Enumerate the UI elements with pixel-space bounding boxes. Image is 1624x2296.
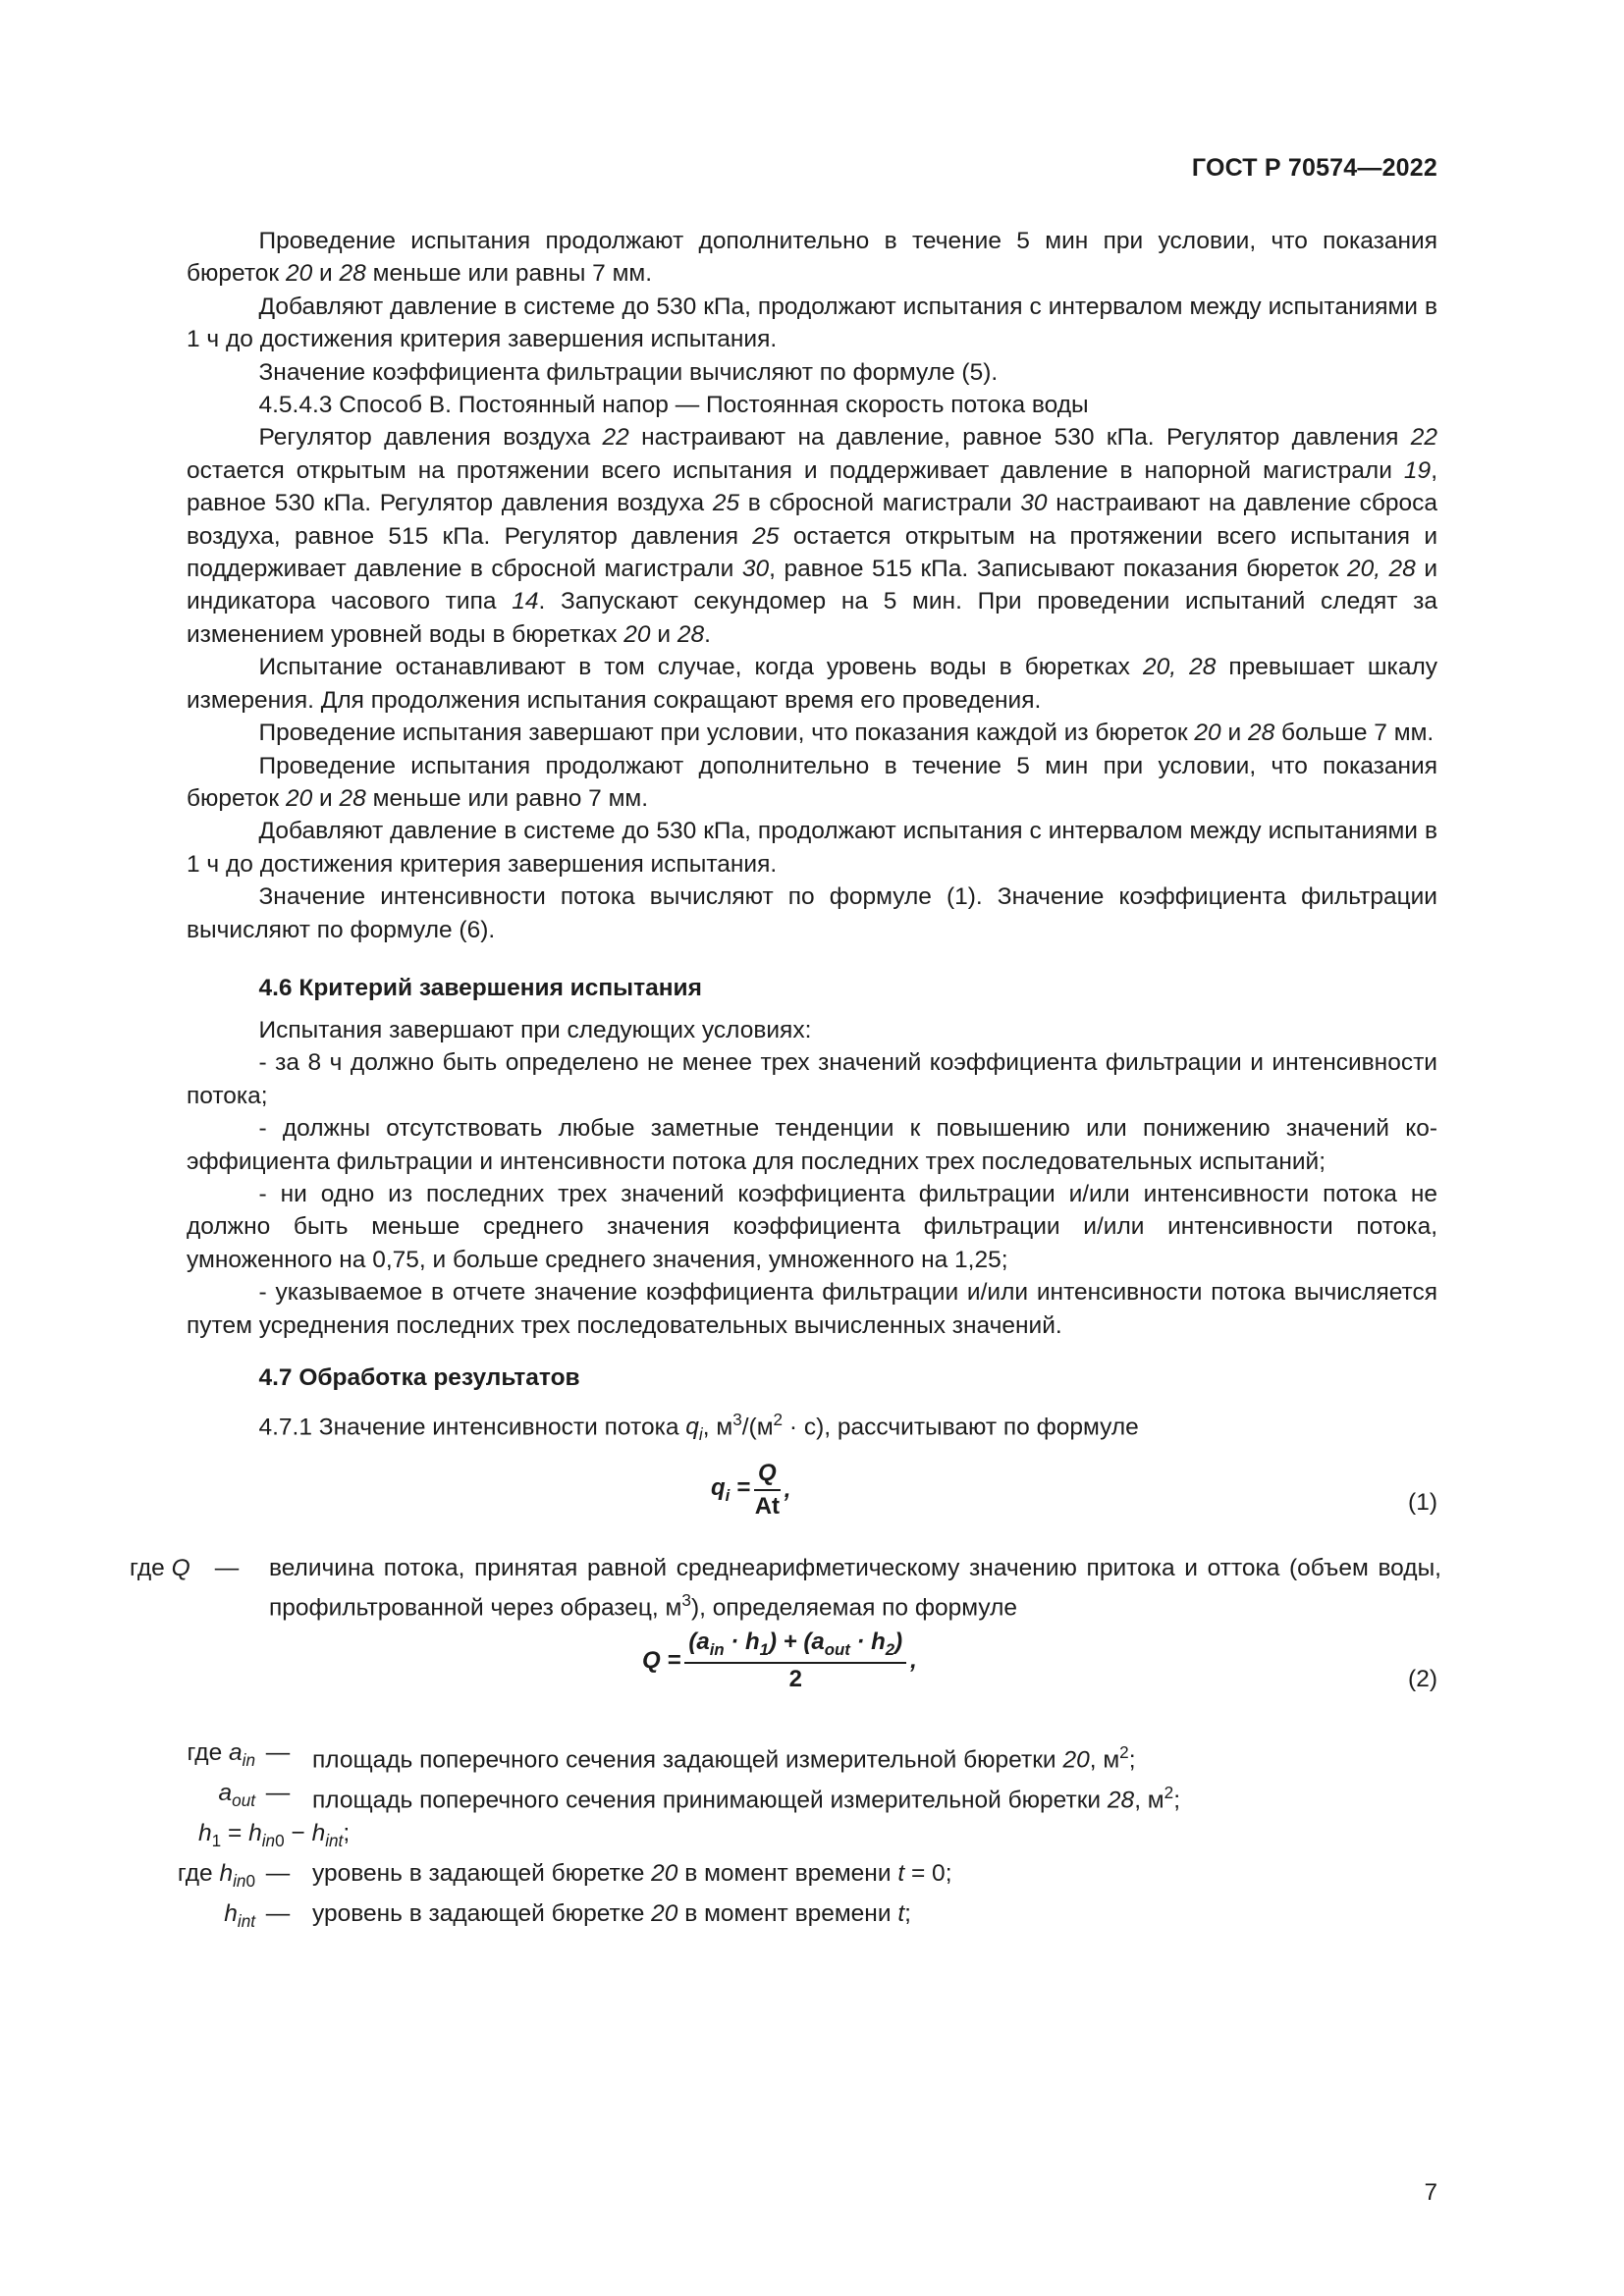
formula-1-denominator: At bbox=[754, 1492, 781, 1520]
section-4-6-paragraph-2: - за 8 ч должно быть определено не менее трех значений коэффициента фильтрации и интенсивности потока; bbox=[187, 1049, 1437, 1109]
formula-2-tail: , bbox=[910, 1646, 917, 1674]
where-row-text: площадь поперечного сечения принимающей измерительной бюретки 28, $м^2$; bbox=[312, 1782, 1181, 1814]
where-row-key: где $a_{in}$ bbox=[187, 1738, 255, 1770]
paragraph-7: Проведение испытания завершают при условии, что показания каждой из бюреток 20 и 28 больше 7 мм. bbox=[258, 720, 1435, 747]
formula-2-fraction bbox=[684, 1629, 906, 1693]
where-row-dash: — bbox=[265, 1738, 291, 1766]
paragraph-4: 4.5.4.3 Способ В. Постоянный напор — Постоянная скорость потока воды bbox=[258, 392, 1089, 419]
paragraph-9: Добавляют давление в системе до 530 кПа, продолжают испытания с интервалом между испытаниями в 1 ч до достижения критерия завершения испытания. bbox=[187, 818, 1437, 878]
paragraph-5: Регулятор давления воздуха 22 настраивают на давление, равное 530 кПа. Регулятор давления 22 остается открытым на протяжении всего испытания и поддерживает давление в напорной магистрали 19, равное 530 кПа. Регулятор давления воздуха 25 в сбросной магистрали 30 настраивают на давление сброса воздуха, равное 515 кПа. Регулятор давления 25 остается открытым на протяжении всего испытания и поддерживает давление в сбросной магистрали 30, равное 515 кПа. Записывают показания бюреток 20, 28 и индикатора часового типа 14. Запускают секундомер на 5 мин. При проведении испытаний следят за изменением уровней воды в бюретках 20 и 28. bbox=[187, 424, 1438, 648]
paragraph-8: Проведение испытания продолжают дополнительно в течение 5 мин при условии, что показания бюреток 20 и 28 меньше или равно 7 мм. bbox=[187, 752, 1437, 812]
where-row bbox=[177, 1857, 1437, 1892]
paragraph-1: Проведение испытания продолжают дополнительно в течение 5 мин при условии, что показания бюреток 20 и 28 меньше или равны 7 мм. bbox=[187, 228, 1437, 288]
where-row bbox=[187, 1897, 1437, 1932]
section-heading-4-7: 4.7 Обработка результатов bbox=[258, 1364, 580, 1391]
where-list bbox=[177, 1736, 1437, 1932]
paragraph-10: Значение интенсивности потока вычисляют по формуле (1). Значение коэффициента фильтрации вычисляют по формуле (6). bbox=[187, 883, 1437, 943]
section-4-6-paragraphs bbox=[187, 1014, 1437, 1342]
paragraph-6: Испытание останавливают в том случае, когда уровень воды в бюретках 20, 28 превышает шкалу измерения. Для продолжения испытания сокращают время его проведения. bbox=[187, 654, 1437, 714]
where-q-text: величина потока, принятая равной среднеарифметическому значению притока и оттока (объем воды, профильтрованной через образец, $м^3$), определяемая по формуле bbox=[269, 1554, 1441, 1622]
formula-1 bbox=[187, 1460, 1437, 1544]
where-row-text: $h_1 = h_{in0} - h_{int}$; bbox=[198, 1819, 351, 1850]
where-q bbox=[130, 1552, 1441, 1622]
where-row-key: где $h_{in0}$ bbox=[177, 1859, 255, 1891]
where-row-key: $a_{out}$ bbox=[218, 1779, 255, 1810]
page-number: 7 bbox=[1424, 2179, 1437, 2206]
page-body bbox=[130, 225, 1441, 1938]
formula-1-number: (1) bbox=[1408, 1488, 1437, 1516]
formula-1-fraction bbox=[754, 1460, 781, 1521]
paragraph-3: Значение коэффициента фильтрации вычисляют по формуле (5). bbox=[258, 358, 999, 386]
document-code: ГОСТ Р 70574—2022 bbox=[1191, 154, 1437, 182]
formula-1-tail: , bbox=[784, 1475, 791, 1503]
where-row-dash: — bbox=[265, 1899, 291, 1927]
where-row bbox=[187, 1736, 1437, 1774]
paragraphs-block bbox=[187, 225, 1437, 946]
where-row-dash: — bbox=[265, 1859, 291, 1887]
where-row-dash: — bbox=[265, 1779, 291, 1806]
section-4-6-paragraph-4: - ни одно из последних трех значений коэффициента фильтрации и/или интенсивности потока не должно быть меньше среднего значения коэффициента фильтрации и/или интенсивности потока, умноженного на 0,75, и больше среднего значения, умноженного на 1,25; bbox=[187, 1180, 1437, 1273]
formula-2 bbox=[187, 1629, 1437, 1727]
formula-2-number: (2) bbox=[1408, 1665, 1437, 1692]
where-row bbox=[187, 1777, 1437, 1814]
where-q-dash: — bbox=[214, 1554, 240, 1581]
formula-2-numerator: $(a_{in} \cdot h_1) + (a_{out} \cdot h_2)$ bbox=[684, 1629, 906, 1664]
formula-1-numerator: Q bbox=[754, 1460, 781, 1491]
formula-2-denominator: 2 bbox=[788, 1665, 802, 1692]
where-row-key: $h_{int}$ bbox=[224, 1899, 255, 1931]
section-heading-4-6: 4.6 Критерий завершения испытания bbox=[258, 974, 702, 1001]
section-4-6-paragraph-1: Испытания завершают при следующих условиях: bbox=[258, 1016, 812, 1043]
section-4-6-paragraph-3: - должны отсутствовать любые заметные тенденции к повышению или понижению значений коэффициента фильтрации и интенсивности потока для последних трех последовательных испытаний; bbox=[187, 1115, 1437, 1175]
where-row-text: уровень в задающей бюретке 20 в момент времени t = 0; bbox=[312, 1859, 952, 1887]
formula-2-lhs: Q = bbox=[642, 1646, 681, 1674]
section-4-6-paragraph-5: - указываемое в отчете значение коэффициента фильтрации и/или интенсивности потока вычисляется путем усреднения последних трех последовательных вычисленных значений. bbox=[187, 1279, 1437, 1339]
section-4-7-intro: 4.7.1 Значение интенсивности потока $q_i$, $м^3/(м^2 \cdot с)$, рассчитывают по формуле bbox=[258, 1410, 1139, 1445]
where-q-key: где Q bbox=[130, 1554, 190, 1581]
where-row bbox=[187, 1817, 1437, 1851]
where-row-text: уровень в задающей бюретке 20 в момент времени t; bbox=[312, 1899, 911, 1927]
paragraph-2: Добавляют давление в системе до 530 кПа, продолжают испытания с интервалом между испытаниями в 1 ч до достижения критерия завершения испытания. bbox=[187, 293, 1437, 353]
where-row-text: площадь поперечного сечения задающей измерительной бюретки 20, $м^2$; bbox=[312, 1741, 1136, 1774]
formula-1-lhs: $q_i$ = bbox=[711, 1473, 751, 1505]
